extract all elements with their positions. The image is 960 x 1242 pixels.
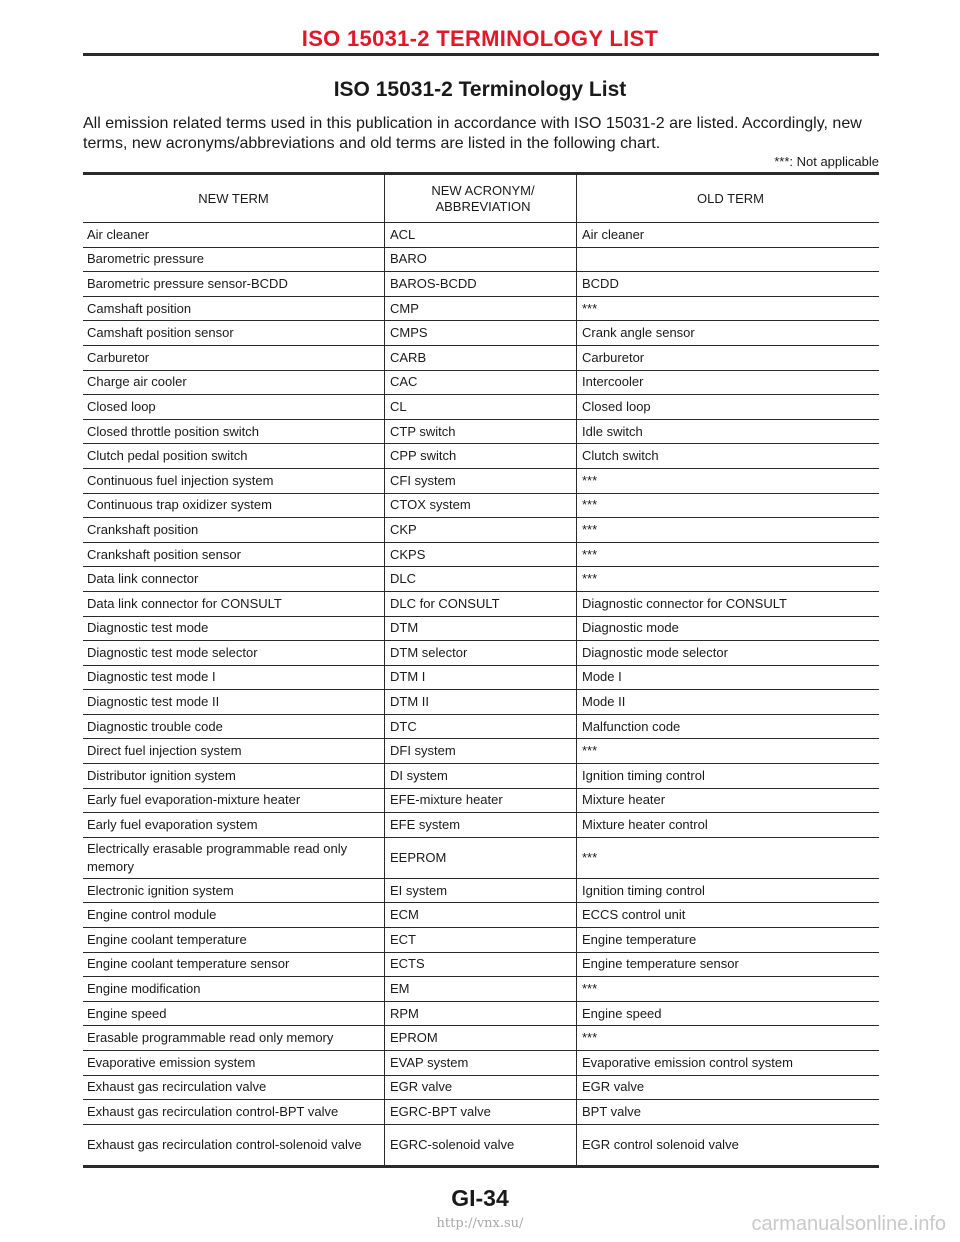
cell-new-acronym: CFI system (385, 468, 577, 493)
cell-new-term: Engine modification (83, 977, 385, 1002)
cell-old-term: Mixture heater (577, 788, 880, 813)
header-rule (83, 53, 879, 56)
cell-new-term: Continuous fuel injection system (83, 468, 385, 493)
cell-old-term: EGR valve (577, 1075, 880, 1100)
cell-new-term: Camshaft position (83, 296, 385, 321)
cell-new-acronym: DTM selector (385, 641, 577, 666)
cell-new-term: Erasable programmable read only memory (83, 1026, 385, 1051)
cell-new-acronym: BAROS-BCDD (385, 272, 577, 297)
document-title: ISO 15031-2 Terminology List (333, 78, 627, 101)
table-row (83, 764, 879, 789)
table-row (83, 952, 879, 977)
table-row (83, 788, 879, 813)
cell-old-term: Diagnostic mode selector (577, 641, 880, 666)
cell-new-term: Engine coolant temperature (83, 928, 385, 953)
cell-new-acronym: CAC (385, 370, 577, 395)
table-row (83, 395, 879, 420)
table-row (83, 739, 879, 764)
cell-new-acronym: DFI system (385, 739, 577, 764)
cell-old-term: Mixture heater control (577, 813, 880, 838)
table-row (83, 567, 879, 592)
cell-new-acronym: DTM (385, 616, 577, 641)
table-row (83, 690, 879, 715)
cell-new-term: Diagnostic test mode I (83, 665, 385, 690)
cell-new-term: Diagnostic trouble code (83, 714, 385, 739)
cell-new-term: Electrically erasable programmable read only memory (83, 837, 385, 878)
cell-old-term: Engine speed (577, 1001, 880, 1026)
footer-url-link[interactable]: http://vnx.su/ (436, 1216, 524, 1231)
cell-new-acronym: DTM I (385, 665, 577, 690)
cell-old-term: *** (577, 837, 880, 878)
cell-new-term: Engine control module (83, 903, 385, 928)
table-row (83, 616, 879, 641)
table-row (83, 444, 879, 469)
cell-old-term: Air cleaner (577, 223, 880, 248)
cell-new-term: Data link connector for CONSULT (83, 591, 385, 616)
cell-old-term: Clutch switch (577, 444, 880, 469)
cell-new-acronym: EI system (385, 878, 577, 903)
cell-old-term: *** (577, 739, 880, 764)
cell-old-term: *** (577, 977, 880, 1002)
table-row (83, 223, 879, 248)
table-row (83, 419, 879, 444)
table-row (83, 928, 879, 953)
table-row (83, 714, 879, 739)
cell-new-acronym: CPP switch (385, 444, 577, 469)
table-row (83, 247, 879, 272)
cell-new-term: Barometric pressure (83, 247, 385, 272)
cell-new-acronym: CARB (385, 345, 577, 370)
cell-new-term: Distributor ignition system (83, 764, 385, 789)
table-row (83, 591, 879, 616)
table-row (83, 665, 879, 690)
cell-new-acronym: EM (385, 977, 577, 1002)
cell-new-acronym: EPROM (385, 1026, 577, 1051)
cell-new-acronym: ACL (385, 223, 577, 248)
table-row (83, 493, 879, 518)
cell-new-acronym: DI system (385, 764, 577, 789)
cell-old-term: *** (577, 493, 880, 518)
cell-new-term: Evaporative emission system (83, 1051, 385, 1076)
cell-old-term: Evaporative emission control system (577, 1051, 880, 1076)
cell-new-acronym: DTC (385, 714, 577, 739)
table-row (83, 837, 879, 878)
cell-new-term: Exhaust gas recirculation control-BPT valve (83, 1100, 385, 1125)
cell-new-term: Diagnostic test mode (83, 616, 385, 641)
cell-old-term: *** (577, 567, 880, 592)
table-row (83, 296, 879, 321)
cell-new-term: Data link connector (83, 567, 385, 592)
cell-new-term: Exhaust gas recirculation control-solenoid valve (83, 1124, 385, 1166)
cell-new-acronym: EGR valve (385, 1075, 577, 1100)
cell-new-term: Barometric pressure sensor-BCDD (83, 272, 385, 297)
cell-new-acronym: DLC for CONSULT (385, 591, 577, 616)
cell-old-term: Crank angle sensor (577, 321, 880, 346)
table-row (83, 1026, 879, 1051)
cell-old-term (577, 247, 880, 272)
cell-old-term: *** (577, 518, 880, 543)
cell-old-term: BPT valve (577, 1100, 880, 1125)
table-row (83, 370, 879, 395)
cell-old-term: Diagnostic connector for CONSULT (577, 591, 880, 616)
not-applicable-note: ***: Not applicable (774, 154, 879, 169)
header-new-term: NEW TERM (83, 174, 385, 223)
cell-new-term: Clutch pedal position switch (83, 444, 385, 469)
table-row (83, 813, 879, 838)
table-row (83, 878, 879, 903)
header-title: ISO 15031-2 TERMINOLOGY LIST (301, 26, 659, 51)
cell-old-term: *** (577, 468, 880, 493)
cell-old-term: Idle switch (577, 419, 880, 444)
cell-new-term: Diagnostic test mode II (83, 690, 385, 715)
cell-new-term: Engine speed (83, 1001, 385, 1026)
cell-new-acronym: RPM (385, 1001, 577, 1026)
table-row (83, 468, 879, 493)
cell-old-term: ECCS control unit (577, 903, 880, 928)
terminology-table (83, 172, 879, 1168)
cell-new-term: Charge air cooler (83, 370, 385, 395)
cell-new-acronym: EGRC-BPT valve (385, 1100, 577, 1125)
table-row (83, 977, 879, 1002)
cell-new-term: Early fuel evaporation-mixture heater (83, 788, 385, 813)
cell-old-term: *** (577, 542, 880, 567)
cell-new-acronym: CTP switch (385, 419, 577, 444)
cell-new-acronym: EFE system (385, 813, 577, 838)
cell-new-acronym: ECM (385, 903, 577, 928)
cell-new-term: Early fuel evaporation system (83, 813, 385, 838)
cell-new-term: Camshaft position sensor (83, 321, 385, 346)
cell-old-term: BCDD (577, 272, 880, 297)
cell-new-acronym: DTM II (385, 690, 577, 715)
cell-old-term: Intercooler (577, 370, 880, 395)
cell-new-term: Carburetor (83, 345, 385, 370)
table-row (83, 1124, 879, 1166)
cell-new-acronym: EVAP system (385, 1051, 577, 1076)
header-new-acronym-line2: ABBREVIATION (435, 198, 531, 214)
cell-old-term: *** (577, 1026, 880, 1051)
cell-old-term: Closed loop (577, 395, 880, 420)
cell-old-term: Carburetor (577, 345, 880, 370)
cell-old-term: Ignition timing control (577, 764, 880, 789)
cell-new-term: Continuous trap oxidizer system (83, 493, 385, 518)
cell-new-acronym: BARO (385, 247, 577, 272)
cell-new-acronym: CMPS (385, 321, 577, 346)
cell-new-acronym: DLC (385, 567, 577, 592)
table-row (83, 1100, 879, 1125)
cell-new-term: Air cleaner (83, 223, 385, 248)
cell-new-acronym: CL (385, 395, 577, 420)
cell-old-term: Malfunction code (577, 714, 880, 739)
header-new-acronym (385, 174, 577, 223)
cell-new-term: Engine coolant temperature sensor (83, 952, 385, 977)
table-row (83, 903, 879, 928)
cell-old-term: EGR control solenoid valve (577, 1124, 880, 1166)
cell-old-term: Engine temperature sensor (577, 952, 880, 977)
cell-new-acronym: EFE-mixture heater (385, 788, 577, 813)
cell-old-term: *** (577, 296, 880, 321)
table-row (83, 542, 879, 567)
table-row (83, 641, 879, 666)
cell-new-acronym: CTOX system (385, 493, 577, 518)
cell-new-acronym: EEPROM (385, 837, 577, 878)
table-row (83, 1051, 879, 1076)
cell-new-acronym: ECTS (385, 952, 577, 977)
table-body (83, 223, 879, 1167)
table-row (83, 1001, 879, 1026)
cell-new-term: Exhaust gas recirculation valve (83, 1075, 385, 1100)
cell-old-term: Ignition timing control (577, 878, 880, 903)
cell-new-acronym: CKP (385, 518, 577, 543)
cell-old-term: Mode I (577, 665, 880, 690)
watermark: carmanualsonline.info (751, 1213, 946, 1235)
table-row (83, 518, 879, 543)
cell-new-term: Closed loop (83, 395, 385, 420)
cell-new-term: Direct fuel injection system (83, 739, 385, 764)
intro-paragraph: All emission related terms used in this publication in accordance with ISO 15031-2 are listed. Accordingly, new terms, new acronyms/abbreviations and old terms are listed in the following chart. (83, 115, 862, 152)
cell-old-term: Mode II (577, 690, 880, 715)
cell-new-term: Closed throttle position switch (83, 419, 385, 444)
table-row (83, 272, 879, 297)
cell-new-term: Crankshaft position (83, 518, 385, 543)
cell-new-acronym: EGRC-solenoid valve (385, 1124, 577, 1166)
cell-new-term: Crankshaft position sensor (83, 542, 385, 567)
header-old-term: OLD TERM (577, 174, 880, 223)
cell-new-acronym: CKPS (385, 542, 577, 567)
header-new-acronym-line1: NEW ACRONYM/ (431, 182, 535, 198)
cell-new-acronym: ECT (385, 928, 577, 953)
cell-old-term: Diagnostic mode (577, 616, 880, 641)
page-number: GI-34 (451, 1185, 509, 1211)
table-header-row (83, 174, 879, 223)
cell-new-term: Diagnostic test mode selector (83, 641, 385, 666)
cell-new-acronym: CMP (385, 296, 577, 321)
cell-old-term: Engine temperature (577, 928, 880, 953)
cell-new-term: Electronic ignition system (83, 878, 385, 903)
table-row (83, 1075, 879, 1100)
table-row (83, 321, 879, 346)
table-row (83, 345, 879, 370)
